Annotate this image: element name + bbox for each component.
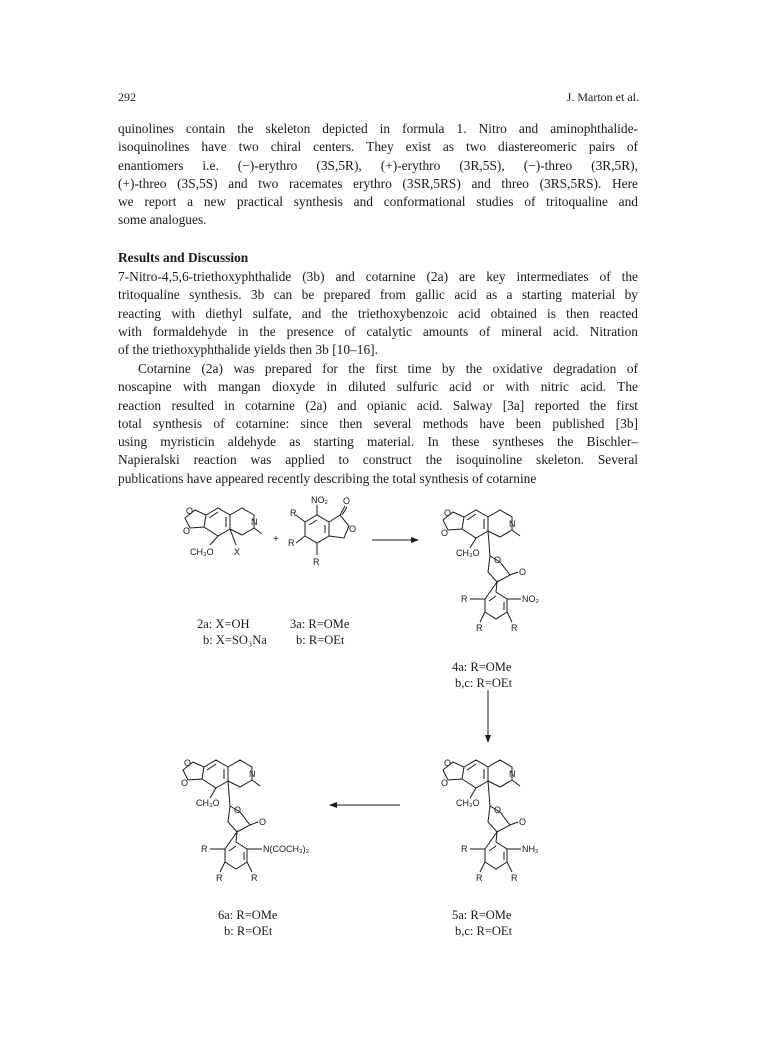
plus-sign: +	[273, 534, 279, 545]
compound-label-2b: b: X=SO₃Na	[203, 633, 267, 647]
atom-o: O	[441, 528, 449, 538]
atom-o: O	[184, 758, 192, 768]
text-line: reaction resulted in cotarnine (2a) and opianic acid. Salway [3a] reported the first	[118, 397, 638, 413]
text-line: (+)-threo (3S,5S) and two racemates erythro (3SR,5RS) and threo (3RS,5RS). Here	[118, 175, 638, 191]
text-line: tritoqualine synthesis. 3b can be prepared from gallic acid as a starting material by	[118, 287, 638, 303]
structure-phthalide	[296, 505, 349, 555]
text-line: enantiomers i.e. (−)-erythro (3S,5R), (+)-erythro (3R,5S), (−)-threo (3R,5R),	[118, 157, 638, 173]
section-heading: Results and Discussion	[118, 250, 249, 265]
atom-o: O	[494, 555, 502, 565]
atom-o: O	[259, 817, 267, 827]
compound-label-4a: 4a: R=OMe	[452, 660, 512, 674]
atom-o: O	[349, 524, 357, 534]
atom-nh2: NH₂	[522, 844, 539, 854]
compound-label-5bc: b,c: R=OEt	[455, 924, 513, 938]
text-line: Cotarnine (2a) was prepared for the first time by the oxidative degradation of	[138, 361, 638, 376]
compound-label-5a: 5a: R=OMe	[452, 908, 512, 922]
compound-label-2a: 2a: X=OH	[197, 617, 250, 631]
page-number: 292	[118, 90, 136, 104]
compound-label-6b: b: R=OEt	[224, 924, 273, 938]
compound-label-4bc: b,c: R=OEt	[455, 676, 513, 690]
atom-r: R	[476, 873, 483, 883]
atom-r: R	[290, 508, 297, 518]
atom-r: R	[461, 594, 468, 604]
atom-r: R	[201, 844, 208, 854]
text-line: we report a new practical synthesis and conformational studies of tritoqualine and	[118, 194, 638, 210]
atom-n: N	[251, 517, 258, 527]
atom-r: R	[511, 873, 518, 883]
text-line: total synthesis of cotarnine: since then several methods have been published [3b]	[118, 415, 638, 431]
atom-r: R	[288, 538, 295, 548]
text-line: isoquinolines have two chiral centers. They exist as two diastereomeric pairs of	[118, 139, 638, 155]
atom-r: R	[216, 873, 223, 883]
atom-r: R	[251, 873, 258, 883]
atom-no2: NO₂	[522, 594, 539, 604]
atom-o: O	[183, 526, 191, 536]
atom-o: O	[234, 805, 242, 815]
text-line: quinolines contain the skeleton depicted in formula 1. Nitro and aminophthalide-	[118, 121, 638, 136]
atom-n: N	[509, 769, 516, 779]
atom-o: O	[181, 778, 189, 788]
text-line: with formaldehyde in the presence of catalytic amounts of mineral acid. Nitration	[118, 323, 638, 339]
atom-ch3o: CH₃O	[456, 798, 480, 808]
atom-r: R	[511, 623, 518, 633]
atom-ch3o: CH₃O	[190, 547, 214, 557]
atom-ch3o: CH₃O	[196, 798, 220, 808]
text-line: some analogues.	[118, 212, 207, 228]
atom-r: R	[461, 844, 468, 854]
compound-label-6a: 6a: R=OMe	[218, 908, 278, 922]
atom-n: N	[509, 519, 516, 529]
text-line: reacting with diethyl sulfate, and the triethoxybenzoic acid obtained is then reacted	[118, 305, 638, 321]
atom-ch3o: CH₃O	[456, 548, 480, 558]
atom-o: O	[494, 805, 502, 815]
atom-o: O	[519, 567, 527, 577]
atom-n: N	[249, 769, 256, 779]
atom-nacetyl: N(COCH₃)₂	[263, 844, 310, 854]
atom-r: R	[313, 557, 320, 567]
text-line: Napieralski reaction was applied to construct the isoquinoline skeleton. Several	[118, 452, 638, 468]
text-line: 7-Nitro-4,5,6-triethoxyphthalide (3b) and cotarnine (2a) are key intermediates of the	[118, 269, 638, 284]
atom-r: R	[476, 623, 483, 633]
atom-no2: NO₂	[311, 495, 328, 505]
text-line: of the triethoxyphthalide yields then 3b [10–16].	[118, 342, 378, 358]
compound-label-3b: b: R=OEt	[296, 633, 345, 647]
running-head: J. Marton et al.	[566, 90, 639, 104]
text-line: noscapine with mangan dioxyde in diluted sulfuric acid or with nitric acid. The	[118, 379, 638, 395]
atom-o: O	[444, 758, 452, 768]
atom-o: O	[444, 508, 452, 518]
text-line: using myristicin aldehyde as starting material. In these syntheses the Bischler–	[118, 434, 638, 450]
atom-x: X	[234, 547, 241, 557]
atom-o: O	[186, 506, 194, 516]
text-line: publications have appeared recently describing the total synthesis of cotarnine	[118, 470, 537, 486]
compound-label-3a: 3a: R=OMe	[290, 617, 350, 631]
atom-o: O	[441, 778, 449, 788]
atom-o: O	[519, 817, 527, 827]
atom-o: O	[343, 496, 351, 506]
